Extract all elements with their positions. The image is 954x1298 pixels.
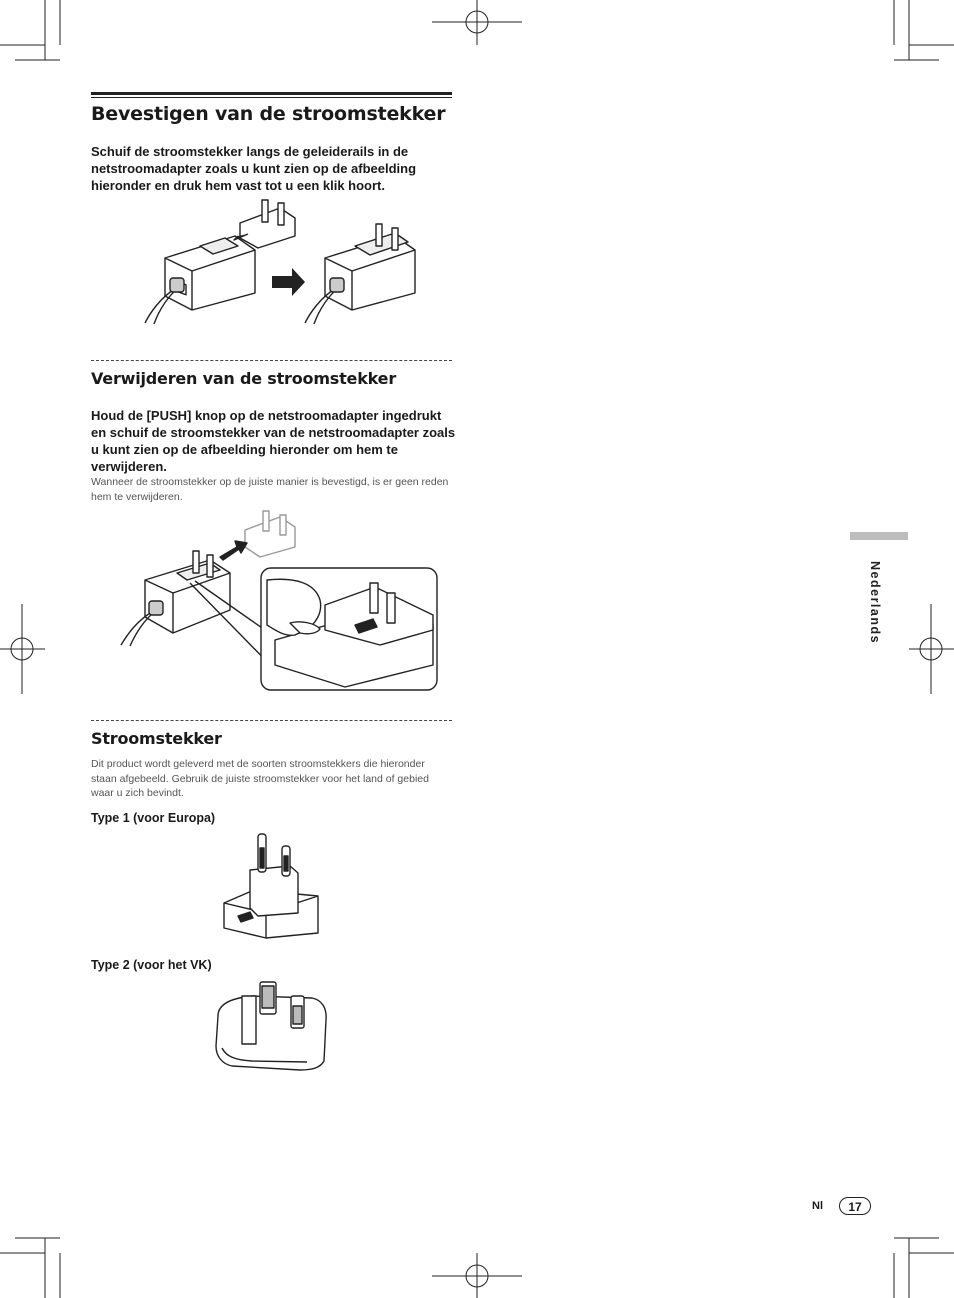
uk-plug-illustration (212, 976, 330, 1072)
page-number: 17 (839, 1197, 871, 1215)
section-divider (91, 360, 452, 361)
language-tab (850, 532, 908, 540)
description-text: Dit product wordt geleverd met de soorten stroomstekkers die hieronder staan afgebeeld. Gebruik de juiste stroomstekker voor het land of gebied waar u zich bevindt. (91, 758, 429, 799)
type1-label: Type 1 (voor Europa) (91, 811, 216, 825)
attach-plug-illustration (140, 198, 430, 326)
instruction-text: Schuif de stroomstekker langs de geleiderails in de netstroomadapter zoals u kunt zien op de afbeelding hieronder en druk hem vast tot u een klik hoort. (91, 144, 417, 193)
language-label: Nederlands (868, 561, 882, 645)
instruction-text: Houd de [PUSH] knop op de netstroomadapter ingedrukt en schuif de stroomstekker van de netstroomadapter zoals u kunt zien op de afbeelding hieronder om hem te verwijderen. (91, 408, 456, 474)
section-divider (91, 720, 452, 721)
section-rule (91, 92, 452, 98)
section-title: Verwijderen van de stroomstekker (91, 369, 397, 388)
language-code: Nl (812, 1200, 823, 1212)
type2-label: Type 2 (voor het VK) (91, 958, 212, 972)
euro-plug-illustration (218, 828, 326, 940)
section-title: Bevestigen van de stroomstekker (91, 103, 446, 125)
note-text: Wanneer de stroomstekker op de juiste manier is bevestigd, is er geen reden hem te verwijderen. (91, 476, 449, 503)
section-title: Stroomstekker (91, 729, 222, 748)
remove-plug-illustration (115, 505, 440, 693)
